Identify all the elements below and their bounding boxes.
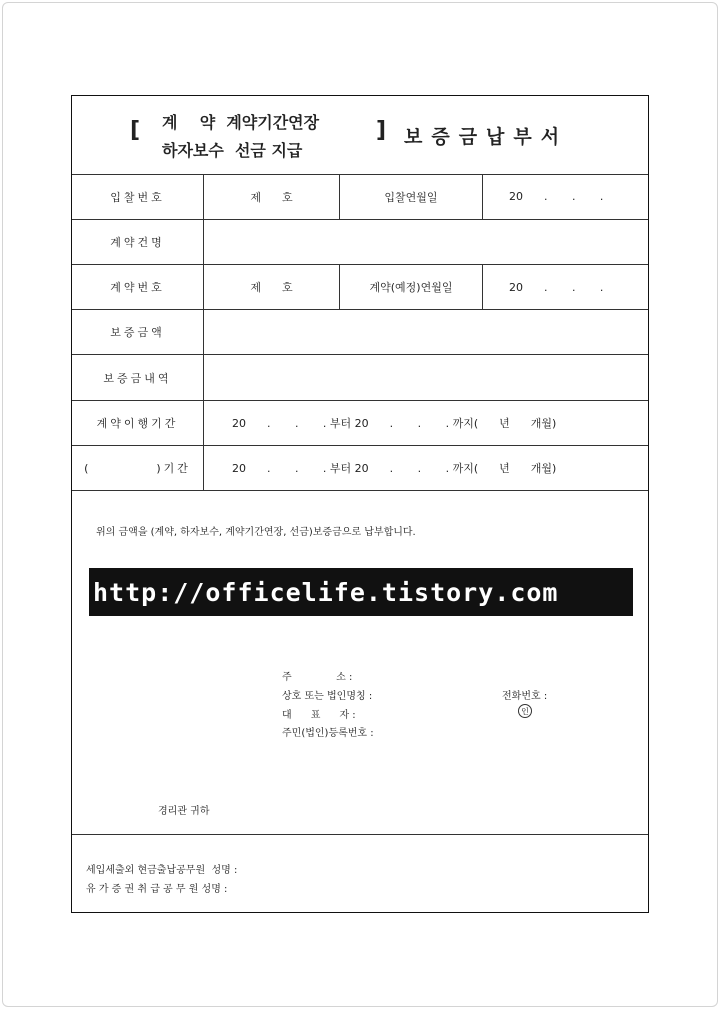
title-bracket-open: [ (130, 118, 141, 143)
row-performance-period (72, 401, 648, 446)
row-deposit-amount (72, 310, 648, 355)
title-area (72, 96, 648, 175)
cashier-signature-line: 세입세출외 현금출납공무원 성명 : (86, 865, 238, 876)
phone-label: 전화번호 : (502, 691, 548, 702)
deposit-payment-form (71, 95, 649, 913)
row-deposit-details (72, 355, 648, 401)
value-contract-number: 제 호 (204, 265, 340, 309)
addressee: 경리관 귀하 (158, 806, 210, 817)
title-line-2: 하자보수 선금 지급 (162, 141, 303, 160)
row-contract-name (72, 220, 648, 265)
row-other-period (72, 446, 648, 491)
securities-officer-signature-line: 유 가 증 권 취 급 공 무 원 성명 : (86, 884, 228, 895)
seal-mark: 인 (518, 704, 532, 718)
value-deposit-amount (204, 310, 648, 354)
page-title: 보증금납부서 (404, 126, 569, 148)
value-deposit-details (204, 355, 648, 400)
label-contract-number: 계약번호 (72, 265, 204, 309)
row-bid-number (72, 174, 648, 220)
footer-signatures (72, 834, 648, 915)
label-performance-period: 계약이행기간 (72, 401, 204, 445)
title-line-1: 계 약 계약기간연장 (162, 113, 320, 132)
label-deposit-amount: 보증금액 (72, 310, 204, 354)
watermark-banner: http://officelife.tistory.com (89, 568, 633, 616)
row-contract-number (72, 265, 648, 310)
company-name-label: 상호 또는 법인명칭 : (282, 691, 373, 702)
value-bid-number: 제 호 (204, 174, 340, 219)
label-other-period: ( )기간 (72, 446, 204, 490)
title-bracket-close: ] (376, 118, 387, 143)
value-contract-date: 20 . . . (509, 280, 604, 294)
value-performance-period: 20 . . . 부터 20 . . . 까지( 년 개월) (232, 417, 557, 430)
value-bid-date: 20 . . . (509, 190, 604, 203)
value-other-period: 20 . . . 부터 20 . . . 까지( 년 개월) (232, 462, 557, 475)
representative-label: 대 표 자 : (282, 710, 356, 721)
label-contract-date: 계약(예정)연월일 (340, 265, 483, 309)
payment-statement: 위의 금액을 (계약, 하자보수, 계약기간연장, 선금)보증금으로 납부합니다. (96, 527, 416, 538)
label-bid-date: 입찰연월일 (340, 174, 483, 219)
label-deposit-details: 보증금내역 (72, 355, 204, 400)
label-contract-name: 계약건명 (72, 220, 204, 264)
value-contract-name (204, 220, 648, 264)
address-label: 주 소 : (282, 672, 353, 683)
registration-number-label: 주민(법인)등록번호 : (282, 728, 374, 739)
label-bid-number: 입찰번호 (72, 174, 204, 219)
